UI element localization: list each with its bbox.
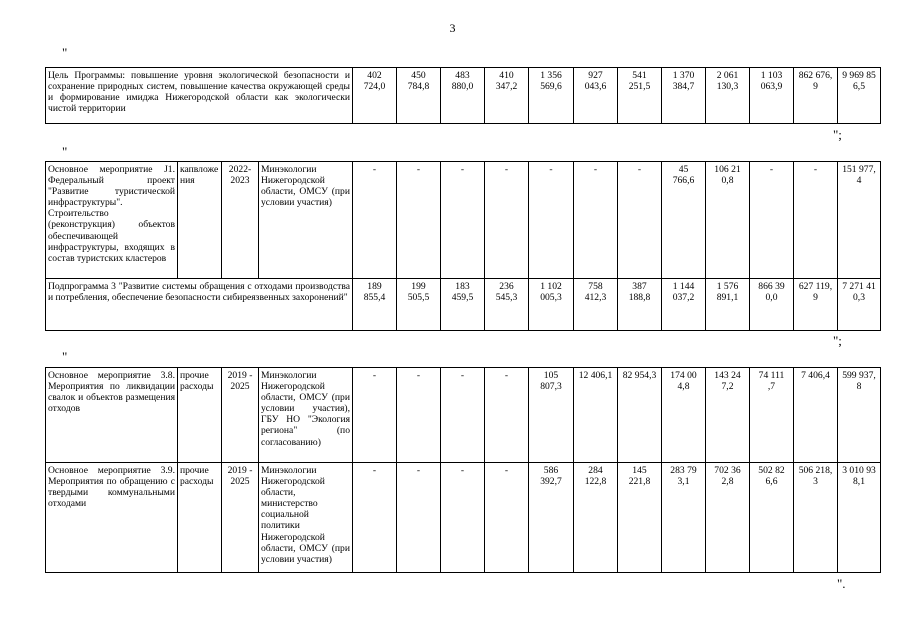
value-cell: 174 00 4,8: [662, 368, 706, 463]
measures-table-3: [45, 367, 881, 573]
value-cell: -: [529, 162, 574, 279]
value-cell: 7 271 41 0,3: [838, 279, 881, 331]
value-cell: 1 356 569,6: [529, 68, 574, 124]
value-cell: 106 21 0,8: [706, 162, 750, 279]
value-cell: 45 766,6: [662, 162, 706, 279]
value-cell: 74 111 ,7: [750, 368, 794, 463]
value-cell: 284 122,8: [574, 463, 618, 573]
value-cell: 483 880,0: [441, 68, 485, 124]
value-cell: -: [397, 162, 441, 279]
value-cell: 1 370 384,7: [662, 68, 706, 124]
value-cell: 283 79 3,1: [662, 463, 706, 573]
value-cell: -: [618, 162, 662, 279]
table-row: [46, 279, 881, 331]
value-cell: 502 82 6,6: [750, 463, 794, 573]
goal-table: [45, 67, 881, 124]
value-cell: -: [485, 368, 529, 463]
value-cell: -: [441, 368, 485, 463]
measure-name: Основное мероприятие 3.8. Мероприятия по ликвидации свалок и объектов размещения отходов: [46, 368, 178, 463]
value-cell: 82 954,3: [618, 368, 662, 463]
value-cell: 199 505,5: [397, 279, 441, 331]
value-cell: -: [353, 463, 397, 573]
value-cell: -: [485, 463, 529, 573]
open-quote-2: ": [62, 144, 68, 159]
open-quote-1: ": [62, 45, 68, 60]
value-cell: 599 937, 8: [838, 368, 881, 463]
page-number: 3: [449, 21, 456, 35]
value-cell: 105 807,3: [529, 368, 574, 463]
value-cell: 12 406,1: [574, 368, 618, 463]
close-quote-3: ".: [837, 576, 846, 591]
subprogram-name: Подпрограмма 3 "Развитие системы обращения с отходами производства и потребления, обеспечение безопасности сибиреязвенных захоронений": [46, 279, 353, 331]
value-cell: -: [750, 162, 794, 279]
value-cell: 410 347,2: [485, 68, 529, 124]
expense-type: капвложения: [178, 162, 222, 279]
value-cell: 189 855,4: [353, 279, 397, 331]
value-cell: 236 545,3: [485, 279, 529, 331]
value-cell: 1 144 037,2: [662, 279, 706, 331]
period: 2022-2023: [222, 162, 259, 279]
value-cell: 387 188,8: [618, 279, 662, 331]
close-quote-1: ";: [833, 127, 842, 142]
period: 2019 - 2025: [222, 368, 259, 463]
value-cell: 627 119, 9: [794, 279, 838, 331]
table-row: [46, 368, 881, 463]
value-cell: 151 977, 4: [838, 162, 881, 279]
value-cell: 3 010 93 8,1: [838, 463, 881, 573]
value-cell: 143 24 7,2: [706, 368, 750, 463]
value-cell: 7 406,4: [794, 368, 838, 463]
value-cell: 758 412,3: [574, 279, 618, 331]
value-cell: 9 969 85 6,5: [838, 68, 881, 124]
value-cell: 183 459,5: [441, 279, 485, 331]
period: 2019 - 2025: [222, 463, 259, 573]
value-cell: 702 36 2,8: [706, 463, 750, 573]
measure-name: Основное мероприятие J1. Федеральный проект "Развитие туристической инфраструктуры". Строительство (реконструкция) объектов обеспечивающей инфраструктуры, входящих в состав туристских кластеров: [46, 162, 178, 279]
value-cell: 862 676, 9: [794, 68, 838, 124]
table-row: [46, 463, 881, 573]
executor: Минэкологии Нижегородской области, министерство социальной политики Нижегородской области, ОМСУ (при условии участия): [259, 463, 353, 573]
value-cell: -: [353, 368, 397, 463]
executor: Минэкологии Нижегородской области, ОМСУ (при условии участия): [259, 162, 353, 279]
value-cell: 586 392,7: [529, 463, 574, 573]
value-cell: -: [353, 162, 397, 279]
value-cell: -: [441, 162, 485, 279]
value-cell: 402 724,0: [353, 68, 397, 124]
value-cell: 866 39 0,0: [750, 279, 794, 331]
value-cell: 506 218, 3: [794, 463, 838, 573]
value-cell: -: [794, 162, 838, 279]
value-cell: -: [574, 162, 618, 279]
open-quote-3: ": [62, 349, 68, 364]
measure-name: Основное мероприятие 3.9. Мероприятия по обращению с твердыми коммунальными отходами: [46, 463, 178, 573]
value-cell: 541 251,5: [618, 68, 662, 124]
value-cell: 450 784,8: [397, 68, 441, 124]
value-cell: -: [397, 463, 441, 573]
value-cell: 927 043,6: [574, 68, 618, 124]
measures-table-j1: [45, 161, 881, 331]
goal-name: Цель Программы: повышение уровня экологической безопасности и сохранение природных систем, повышение качества окружающей среды и формирование имиджа Нижегородской области как экологически чистой территории: [46, 68, 353, 124]
table-row: [46, 68, 881, 124]
close-quote-2: ";: [833, 333, 842, 348]
value-cell: 145 221,8: [618, 463, 662, 573]
expense-type: прочие расходы: [178, 463, 222, 573]
value-cell: -: [485, 162, 529, 279]
value-cell: -: [441, 463, 485, 573]
table-row: [46, 162, 881, 279]
value-cell: 1 102 005,3: [529, 279, 574, 331]
expense-type: прочие расходы: [178, 368, 222, 463]
value-cell: 1 576 891,1: [706, 279, 750, 331]
value-cell: -: [397, 368, 441, 463]
value-cell: 1 103 063,9: [750, 68, 794, 124]
value-cell: 2 061 130,3: [706, 68, 750, 124]
executor: Минэкологии Нижегородской области, ОМСУ (при условии участия), ГБУ НО "Экология региона" (по согласованию): [259, 368, 353, 463]
